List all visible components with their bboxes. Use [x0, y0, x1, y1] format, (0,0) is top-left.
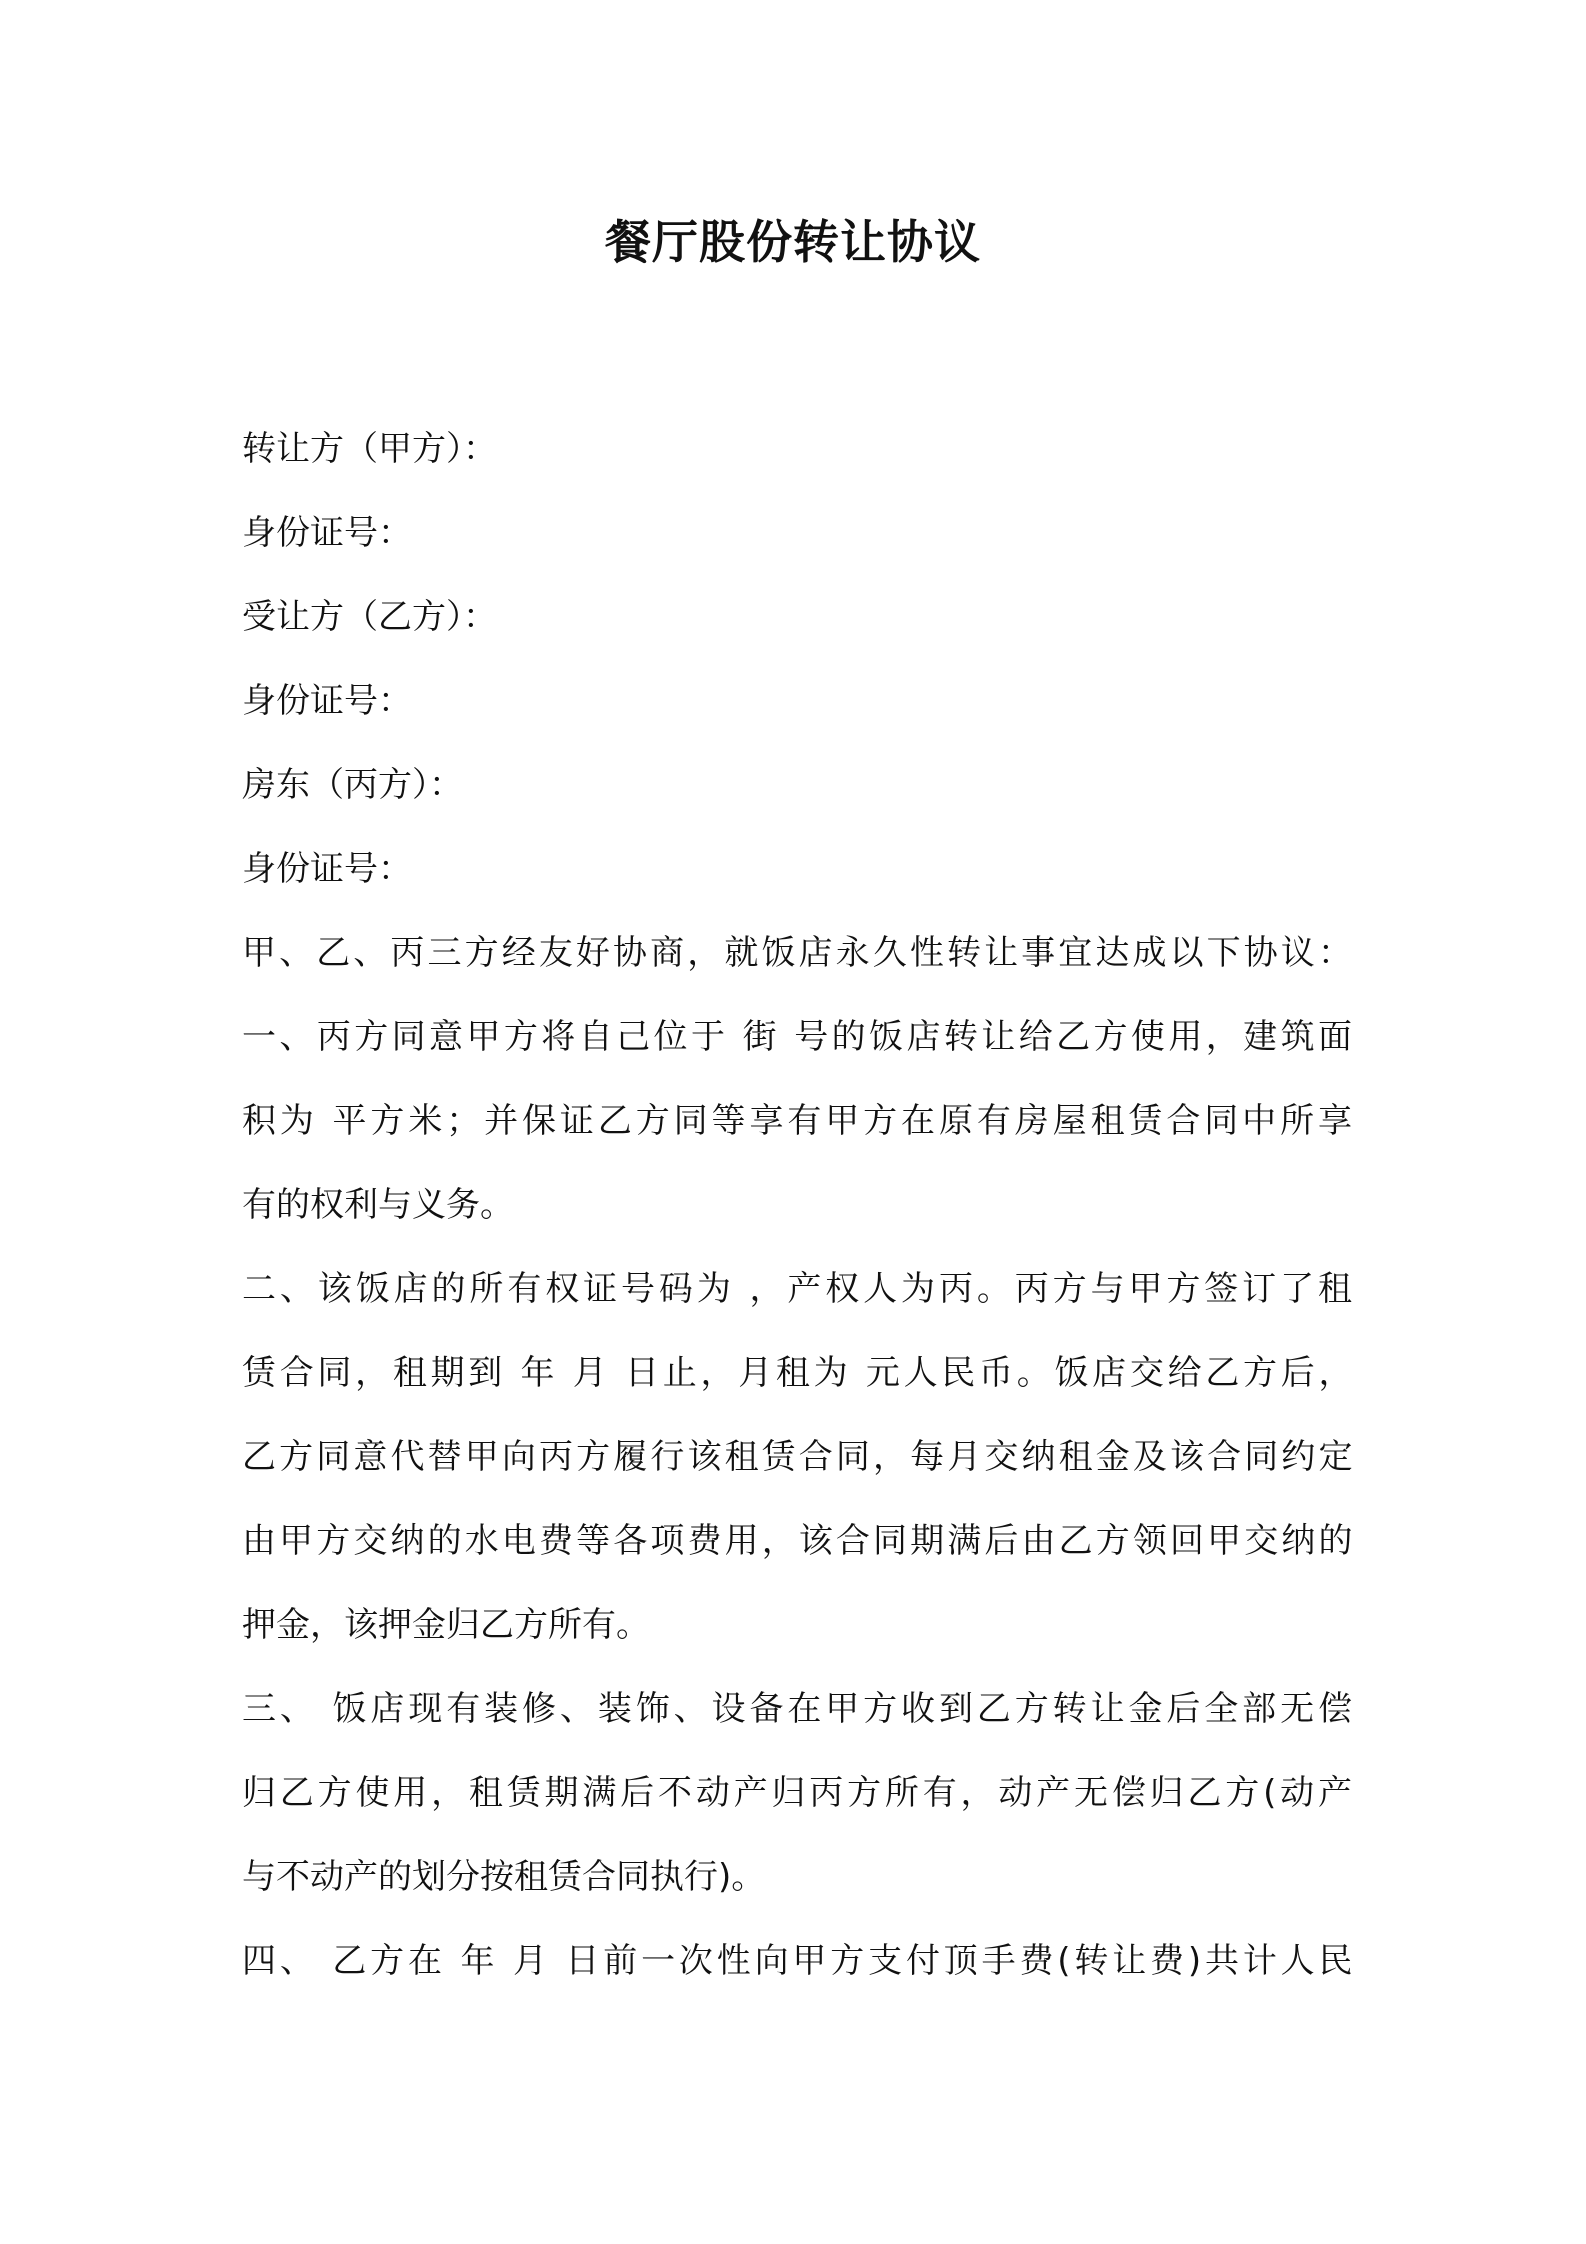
clause-1-line-3: 有的权利与义务。 — [242, 1185, 514, 1225]
clause-2-line-3: 乙方同意代替甲向丙方履行该租赁合同，每月交纳租金及该合同约定 — [242, 1437, 1352, 1477]
clause-4-line-1: 四、 乙方在 年 月 日前一次性向甲方支付顶手费(转让费)共计人民 — [242, 1941, 1352, 1981]
clause-3-line-2: 归乙方使用，租赁期满后不动产归丙方所有，动产无偿归乙方(动产 — [242, 1773, 1352, 1813]
transferee-id-line: 身份证号： — [242, 681, 412, 721]
clause-3-line-1: 三、 饭店现有装修、装饰、设备在甲方收到乙方转让金后全部无偿 — [242, 1689, 1352, 1729]
clause-2-line-4: 由甲方交纳的水电费等各项费用，该合同期满后由乙方领回甲交纳的 — [242, 1521, 1352, 1561]
clause-3-line-3: 与不动产的划分按租赁合同执行)。 — [242, 1857, 766, 1897]
clause-1-line-1: 一、丙方同意甲方将自己位于 街 号的饭店转让给乙方使用，建筑面 — [242, 1017, 1352, 1057]
preamble-line: 甲、乙、丙三方经友好协商，就饭店永久性转让事宜达成以下协议： — [242, 933, 1352, 973]
clause-2-line-1: 二、该饭店的所有权证号码为 ，产权人为丙。丙方与甲方签订了租 — [242, 1269, 1352, 1309]
transferor-id-line: 身份证号： — [242, 513, 412, 553]
landlord-id-line: 身份证号： — [242, 849, 412, 889]
clause-2-line-2: 赁合同，租期到 年 月 日止，月租为 元人民币。饭店交给乙方后， — [242, 1353, 1352, 1393]
transferor-line: 转让方（甲方）： — [242, 429, 497, 469]
clause-2-line-5: 押金，该押金归乙方所有。 — [242, 1605, 650, 1645]
clause-1-line-2: 积为 平方米；并保证乙方同等享有甲方在原有房屋租赁合同中所享 — [242, 1101, 1352, 1141]
landlord-line: 房东（丙方）： — [242, 765, 463, 805]
document-body — [242, 407, 1352, 2003]
document-title: 餐厅股份转让协议 — [605, 215, 981, 269]
transferee-line: 受让方（乙方）： — [242, 597, 497, 637]
